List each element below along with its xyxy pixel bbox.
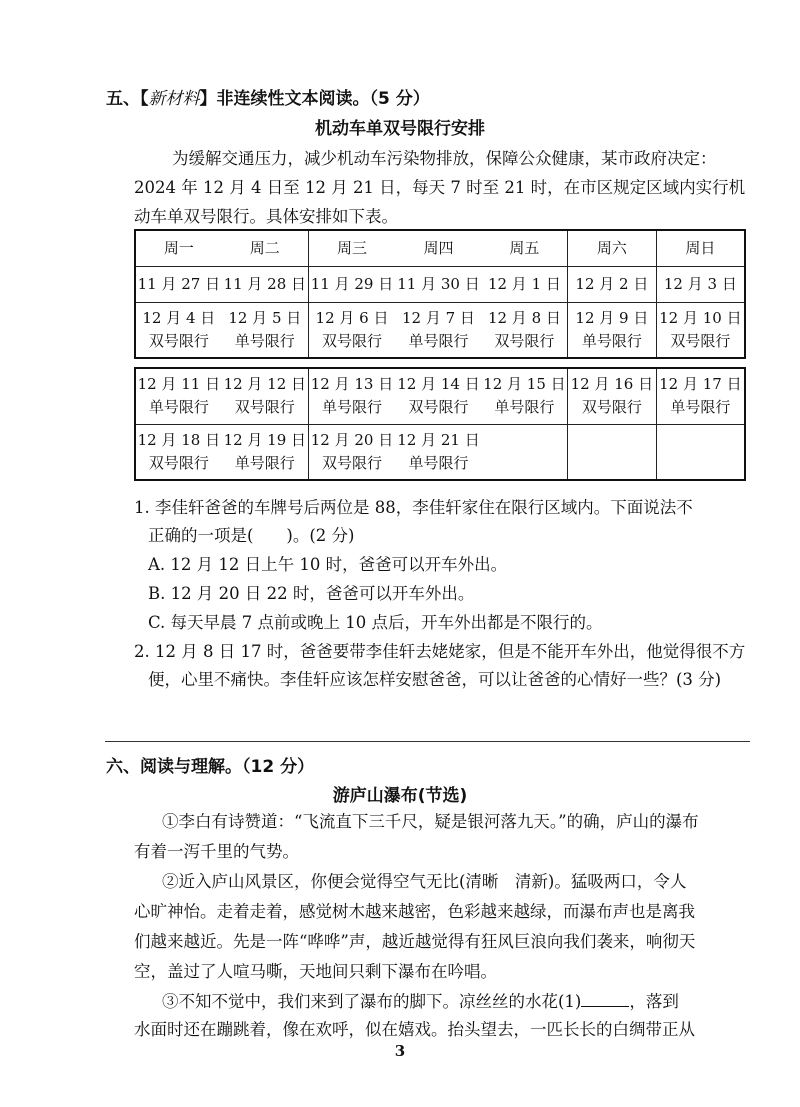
paragraph-line: 有着一泻千里的气势。 xyxy=(134,842,299,861)
table-cell xyxy=(135,302,222,358)
cell-date: 12 月 15 日 xyxy=(483,375,566,394)
weekday-header: 周六 xyxy=(568,230,657,266)
cell-rule: 单号限行 xyxy=(408,453,469,472)
schedule-table-1 xyxy=(134,229,746,359)
section5-intro-line: 动车单双号限行。具体安排如下表。 xyxy=(134,207,398,226)
cell-date: 12 月 19 日 xyxy=(223,430,307,449)
table-cell xyxy=(568,424,657,480)
table-row xyxy=(135,266,745,302)
cell-date: 12 月 6 日 xyxy=(315,308,389,327)
table-cell xyxy=(222,424,309,480)
question-2-line: 2. 12 月 8 日 17 时，爸爸要带李佳轩去姥姥家，但是不能开车外出，他觉得很不方 xyxy=(134,642,746,661)
table-cell: 11 月 29 日 xyxy=(308,266,395,302)
paragraph-line: 们越来越近。先是一阵“哗哗”声，越近越觉得有狂风巨浪向我们袭来，响彻天 xyxy=(134,932,696,951)
weekday-header: 周四 xyxy=(395,230,482,266)
table-cell: 11 月 30 日 xyxy=(395,266,482,302)
question-2-line: 便，心里不痛快。李佳轩应该怎样安慰爸爸，可以让爸爸的心情好一些？(3 分) xyxy=(148,670,722,689)
cell-date: 12 月 18 日 xyxy=(137,430,221,449)
table-cell xyxy=(222,368,309,424)
cell-rule: 单号限行 xyxy=(408,331,469,350)
cell-date: 12 月 7 日 xyxy=(401,308,475,327)
cell-rule: 双号限行 xyxy=(581,398,642,417)
cell-rule: 单号限行 xyxy=(234,453,295,472)
cell-date: 12 月 4 日 xyxy=(142,308,216,327)
table-row xyxy=(135,424,745,480)
cell-rule: 双号限行 xyxy=(322,453,383,472)
cell-date: 12 月 12 日 xyxy=(223,375,307,394)
table-cell xyxy=(482,302,568,358)
cell-rule: 双号限行 xyxy=(148,331,209,350)
table-cell xyxy=(482,368,568,424)
cell-rule: 双号限行 xyxy=(234,398,295,417)
table-cell xyxy=(395,302,482,358)
cell-date: 12 月 11 日 xyxy=(137,375,221,394)
section5-heading-prefix: 五、【 xyxy=(106,89,149,109)
table-row xyxy=(135,368,745,424)
section5-heading-tag: 新材料 xyxy=(148,89,200,109)
weekday-header: 周日 xyxy=(656,230,745,266)
question-1-option-a: A. 12 月 12 日上午 10 时，爸爸可以开车外出。 xyxy=(148,555,508,574)
paragraph-line xyxy=(162,988,679,1012)
question-1-line: 1. 李佳轩爸爸的车牌号后两位是 88，李佳轩家住在限行区域内。下面说法不 xyxy=(134,498,693,517)
table-cell xyxy=(656,424,745,480)
table-cell xyxy=(135,424,222,480)
cell-rule: 单号限行 xyxy=(581,331,642,350)
table-cell xyxy=(222,302,309,358)
cell-date: 12 月 8 日 xyxy=(487,308,561,327)
table-cell: 11 月 27 日 xyxy=(135,266,222,302)
fill-blank-1[interactable] xyxy=(581,992,629,1007)
table-cell xyxy=(482,424,568,480)
table-cell xyxy=(308,368,395,424)
paragraph-text: ③不知不觉中，我们来到了瀑布的脚下。凉丝丝的水花(1) xyxy=(162,992,582,1011)
cell-rule: 双号限行 xyxy=(408,398,469,417)
cell-date: 12 月 14 日 xyxy=(397,375,480,394)
table-cell xyxy=(656,368,745,424)
cell-date: 12 月 9 日 xyxy=(575,308,649,327)
weekday-header: 周一 xyxy=(135,230,222,266)
table-cell xyxy=(656,302,745,358)
paragraph-line: 水面时还在蹦跳着，像在欢呼，似在嬉戏。抬头望去，一匹长长的白绸带正从 xyxy=(134,1020,695,1039)
cell-rule: 双号限行 xyxy=(322,331,383,350)
weekday-header: 周二 xyxy=(222,230,309,266)
cell-rule: 双号限行 xyxy=(148,453,209,472)
section6-title: 游庐山瀑布(节选) xyxy=(332,786,468,806)
cell-date: 12 月 20 日 xyxy=(310,430,394,449)
section5-intro-line: 2024 年 12 月 4 日至 12 月 21 日，每天 7 时至 21 时，在市区规定区域内实行机 xyxy=(134,178,746,197)
cell-date: 12 月 13 日 xyxy=(310,375,394,394)
question-1-option-c: C. 每天早晨 7 点前或晚上 10 点后，开车外出都是不限行的。 xyxy=(148,613,603,632)
paragraph-line: 心旷神怡。走着走着，感觉树木越来越密，色彩越来越绿，而瀑布声也是离我 xyxy=(134,902,695,921)
paragraph-line: ②近入庐山风景区，你便会觉得空气无比(清晰 清新)。猛吸两口，令人 xyxy=(162,872,687,891)
section5-heading xyxy=(106,84,430,109)
cell-rule: 单号限行 xyxy=(322,398,383,417)
paragraph-line: 空，盖过了人喧马嘶，天地间只剩下瀑布在吟唱。 xyxy=(134,962,497,981)
table-row xyxy=(135,302,745,358)
table-cell xyxy=(395,368,482,424)
cell-rule: 单号限行 xyxy=(148,398,209,417)
cell-rule: 单号限行 xyxy=(494,398,555,417)
table-cell xyxy=(135,368,222,424)
weekday-header: 周三 xyxy=(308,230,395,266)
cell-rule: 双号限行 xyxy=(670,331,731,350)
table-cell xyxy=(568,368,657,424)
cell-date: 12 月 17 日 xyxy=(659,375,742,394)
paragraph-text: ，落到 xyxy=(629,992,679,1011)
table-cell: 11 月 28 日 xyxy=(222,266,309,302)
cell-date: 12 月 10 日 xyxy=(659,308,742,327)
cell-rule: 单号限行 xyxy=(234,331,295,350)
schedule-table-2 xyxy=(134,367,746,481)
table-cell xyxy=(568,302,657,358)
table-cell xyxy=(308,302,395,358)
cell-date: 12 月 21 日 xyxy=(397,430,480,449)
cell-rule: 双号限行 xyxy=(494,331,555,350)
table-cell xyxy=(395,424,482,480)
cell-date: 12 月 16 日 xyxy=(570,375,654,394)
section6-heading: 六、阅读与理解。（12 分） xyxy=(106,757,315,777)
cell-rule: 单号限行 xyxy=(670,398,731,417)
paragraph-line: ①李白有诗赞道：“飞流直下三千尺，疑是银河落九天。”的确，庐山的瀑布 xyxy=(162,812,699,831)
section-divider xyxy=(105,741,750,742)
table-header-row xyxy=(135,230,745,266)
page-number: 3 xyxy=(394,1042,406,1060)
question-1-option-b: B. 12 月 20 日 22 时，爸爸可以开车外出。 xyxy=(148,584,475,603)
table-cell xyxy=(308,424,395,480)
question-1-line: 正确的一项是( )。(2 分) xyxy=(148,526,355,545)
cell-date: 12 月 5 日 xyxy=(228,308,302,327)
weekday-header: 周五 xyxy=(482,230,568,266)
section5-title: 机动车单双号限行安排 xyxy=(315,119,485,139)
section5-heading-suffix: 】非连续性文本阅读。（5 分） xyxy=(199,89,430,109)
table-cell: 12 月 1 日 xyxy=(482,266,568,302)
table-cell: 12 月 3 日 xyxy=(656,266,745,302)
table-cell: 12 月 2 日 xyxy=(568,266,657,302)
section5-intro-line: 为缓解交通压力，减少机动车污染物排放，保障公众健康，某市政府决定： xyxy=(172,149,717,168)
